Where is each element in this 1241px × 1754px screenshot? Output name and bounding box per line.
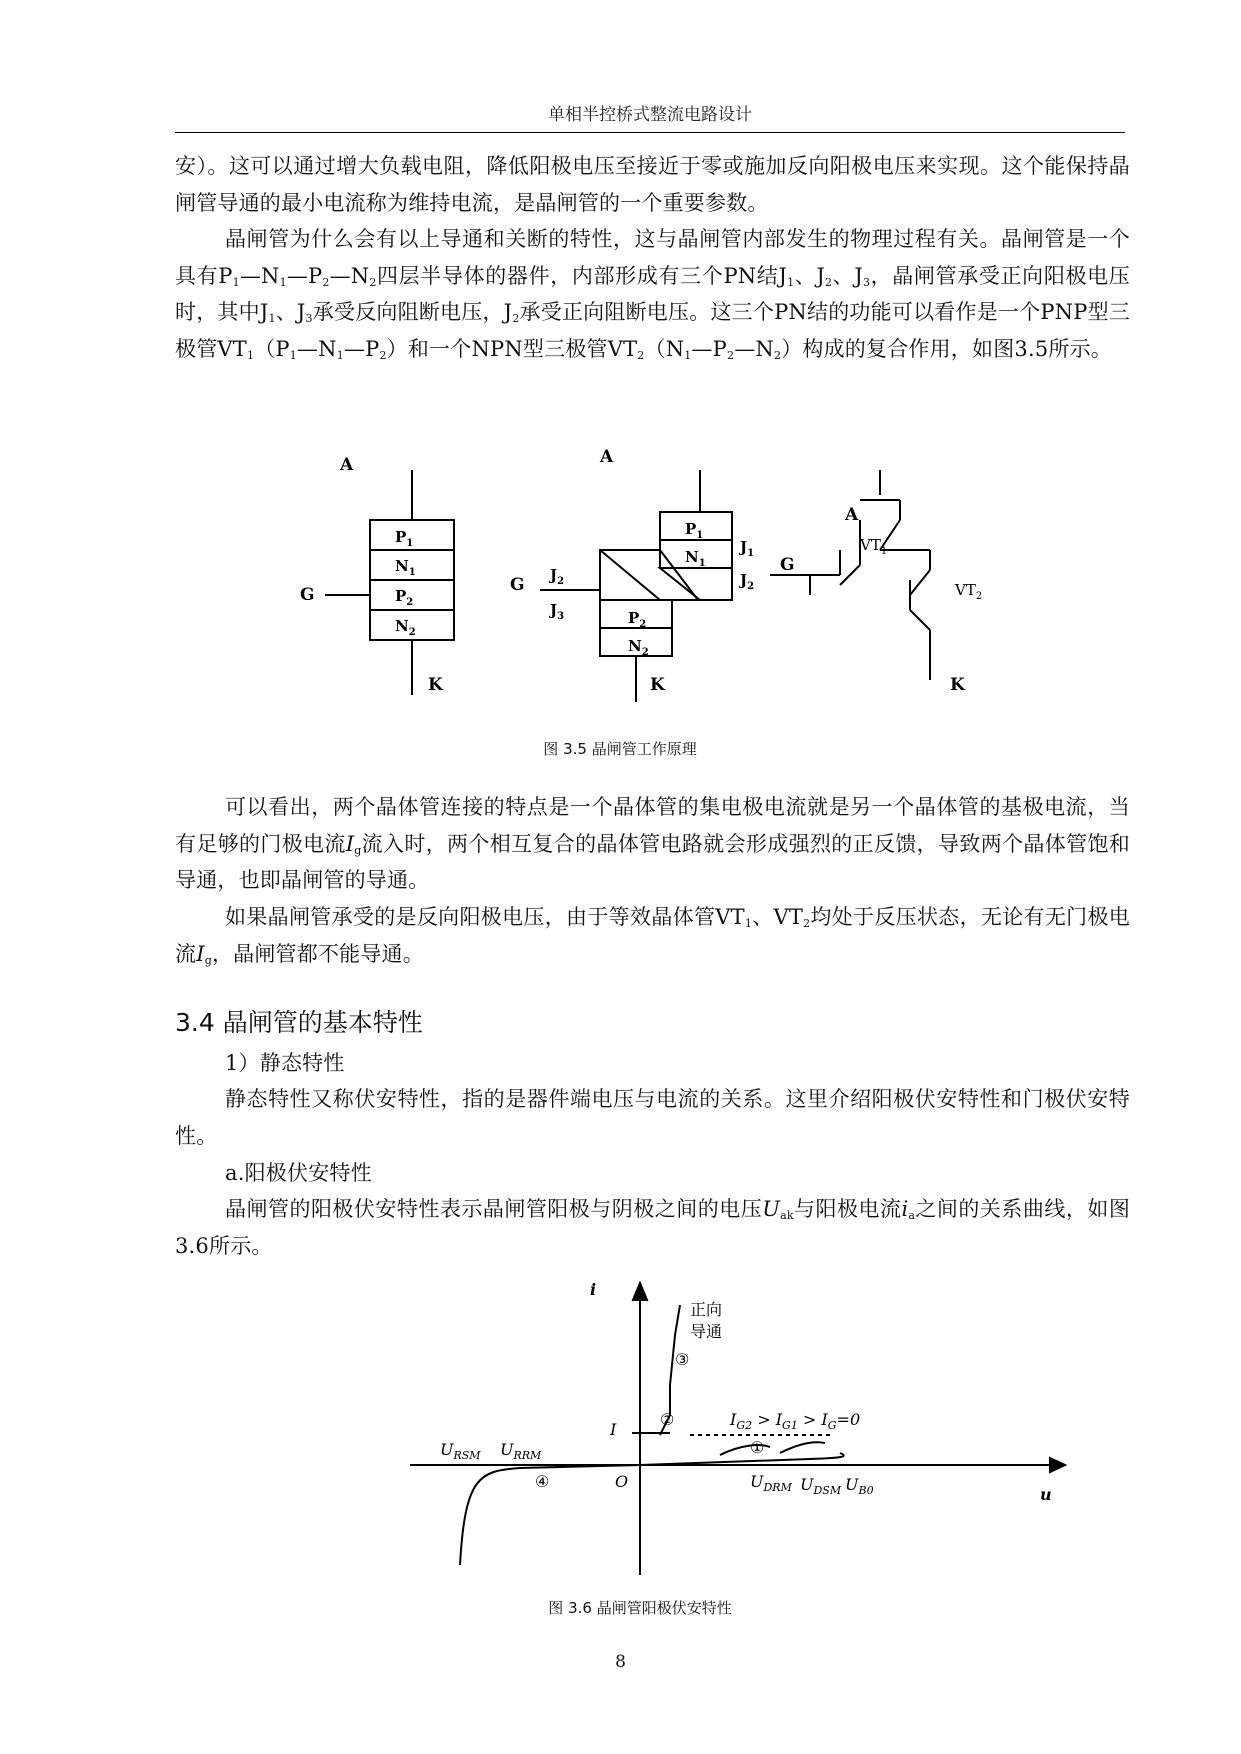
label-K-mid: K bbox=[650, 675, 665, 695]
svg-text:P1: $P_1$ bbox=[685, 520, 704, 541]
paragraph-2: 晶闸管为什么会有以上导通和关断的特性，这与晶闸管内部发生的物理过程有关。晶闸管是一个具有$P_1—N_1—P_2—N_2$四层半导体的器件，内部形成有三个PN结$J_1$、$J_2$、$J_3$，晶闸管承受正向阳极电压时，其中$J_1$、$J_3$承受反向阻断电压，$J_2$承受正向阻断电压。这三个PN结的功能可以看作是一个PNP型三极管$VT_1(P_1—N_1—P_2)$和一个NPN型三极管$VT_2(N_1—P_2—N_2)$构成的复合作用，如图3.5所示。 bbox=[175, 227, 1131, 362]
paragraph-1: 安）。这可以通过增大负载电阻，降低阳极电压至接近于零或施加反向阳极电压来实现。这个能保持晶闸管导通的最小电流称为维持电流，是晶闸管的一个重要参数。 bbox=[175, 154, 1130, 215]
figure-3-5-caption: 图 3.5 晶闸管工作原理 bbox=[543, 740, 697, 758]
section-heading: 3.4 晶闸管的基本特性 bbox=[175, 1008, 423, 1037]
svg-text:J2: $J_2$ bbox=[740, 571, 755, 592]
running-header: 单相半控桥式整流电路设计 bbox=[548, 105, 752, 125]
label-G-left: G bbox=[300, 585, 315, 605]
ursm-label: $U_{RSM}$ bbox=[440, 1440, 481, 1462]
label-A-left: A bbox=[340, 455, 354, 475]
paragraph-3: 可以看出，两个晶体管连接的特点是一个晶体管的集电极电流就是另一个晶体管的基极电流，当有足够的门极电流$I_g$流入时，两个相互复合的晶体管电路就会形成强烈的正反馈，导致两个晶体管饱和导通，也即晶闸管的导通。 bbox=[175, 795, 1130, 893]
label-K-left: K bbox=[428, 675, 443, 695]
label-G-right: G bbox=[780, 555, 795, 575]
udrm-label: $U_{DRM}$ bbox=[750, 1472, 792, 1494]
label-G-mid: G bbox=[510, 575, 525, 595]
figure-3-6 bbox=[360, 1275, 1080, 1585]
ih-label: I bbox=[610, 1420, 617, 1439]
layer-N1: $N_1$ bbox=[395, 557, 416, 578]
svg-text:N2: $N_2$ bbox=[628, 637, 649, 658]
layer-N2: $N_2$ bbox=[395, 617, 416, 638]
paragraph-6: 静态特性又称伏安特性，指的是器件端电压与电流的关系。这里介绍阳极伏安特性和门极伏安特性。 bbox=[175, 1087, 1130, 1148]
svg-text:J1: $J_1$ bbox=[740, 538, 755, 559]
region-2: ② bbox=[660, 1410, 675, 1429]
thyristor-structure-diagram bbox=[300, 440, 1040, 720]
paragraph-7: a.阳极伏安特性 bbox=[225, 1161, 372, 1185]
urrm-label: $U_{RRM}$ bbox=[500, 1440, 542, 1462]
svg-text:N1: $N_1$ bbox=[685, 548, 706, 569]
layer-P2: $P_2$ bbox=[395, 587, 414, 608]
region-1: ① bbox=[750, 1438, 765, 1457]
svg-text:VT1: $VT_1$ bbox=[860, 536, 888, 557]
header-rule bbox=[175, 132, 1125, 133]
svg-text:P2: $P_2$ bbox=[628, 609, 647, 630]
axis-uak-label: u bbox=[1040, 1485, 1052, 1504]
label-K-right: K bbox=[950, 675, 965, 695]
ig-relation: $I_{G2} > I_{G1} > I_G=0$ bbox=[730, 1410, 861, 1432]
region-4: ④ bbox=[535, 1472, 550, 1491]
origin-label: O bbox=[615, 1472, 629, 1491]
paragraph-8: 晶闸管的阳极伏安特性表示晶闸管阳极与阴极之间的电压$U_{ak}$与阳极电流$i_a$之间的关系曲线，如图3.6所示。 bbox=[175, 1197, 1131, 1258]
label-A-right: A bbox=[845, 505, 859, 525]
layer-P1: $P_1$ bbox=[395, 528, 414, 549]
svg-text:J3: $J_3$ bbox=[550, 601, 565, 622]
label-A-mid: A bbox=[600, 447, 614, 467]
paragraph-4: 如果晶闸管承受的是反向阳极电压，由于等效晶体管$VT_1$、$VT_2$均处于反压状态，无论有无门极电流$I_g$，晶闸管都不能导通。 bbox=[175, 905, 1131, 967]
paragraph-5: 1）静态特性 bbox=[225, 1051, 345, 1075]
ub0-label: $U_{B0}$ bbox=[845, 1475, 874, 1497]
anode-iv-characteristic bbox=[360, 1275, 1080, 1585]
axis-ia-label: i bbox=[590, 1280, 597, 1299]
udsm-label: $U_{DSM}$ bbox=[800, 1475, 842, 1497]
figure-3-6-caption: 图 3.6 晶闸管阳极伏安特性 bbox=[548, 1599, 732, 1617]
svg-text:VT2: $VT_2$ bbox=[955, 581, 983, 602]
figure-3-5 bbox=[300, 440, 1040, 720]
forward-label: 正向 bbox=[690, 1300, 723, 1319]
region-3: ③ bbox=[675, 1350, 690, 1369]
page-number: 8 bbox=[615, 1652, 626, 1672]
svg-text:J2: $J_2$ bbox=[550, 566, 565, 587]
conduct-label: 导通 bbox=[690, 1322, 723, 1341]
